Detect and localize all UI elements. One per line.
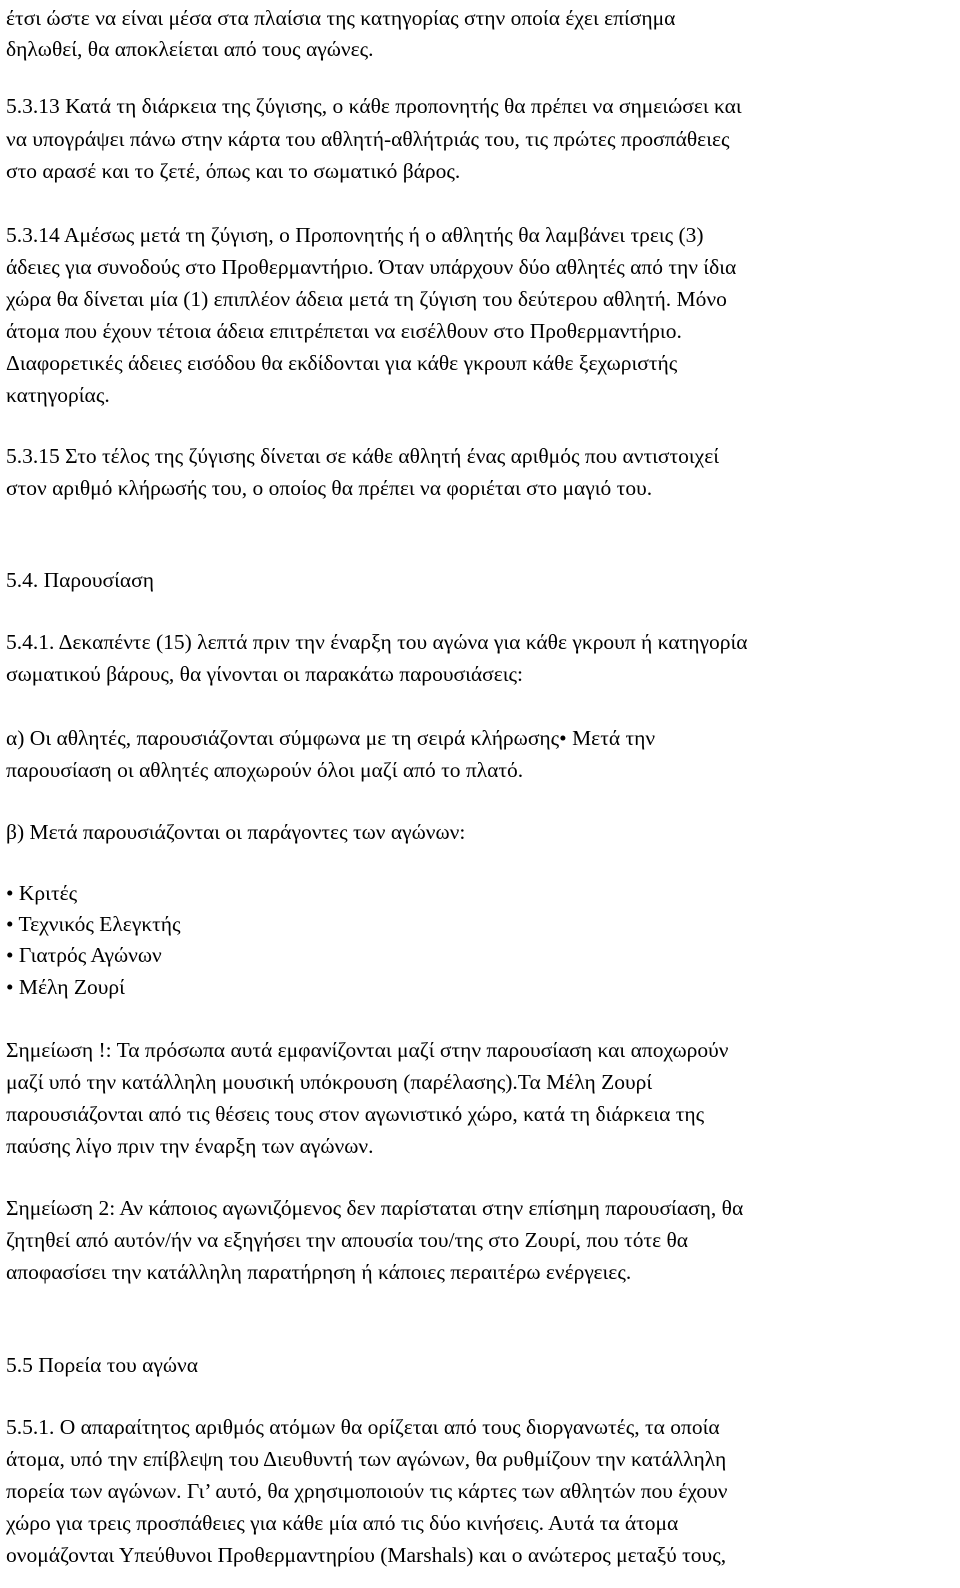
list-item: • Μέλη Ζουρί <box>6 975 125 999</box>
text-line: χώρα θα δίνεται μία (1) επιπλέον άδεια μετά τη ζύγιση του δεύτερου αθλητή. Μόνο <box>6 287 727 311</box>
text-line: 5.3.15 Στο τέλος της ζύγισης δίνεται σε κάθε αθλητή ένας αριθμός που αντιστοιχεί <box>6 444 720 468</box>
text-line: κατηγορίας. <box>6 383 110 407</box>
text-line: παρουσίαση οι αθλητές αποχωρούν όλοι μαζί από το πλατό. <box>6 758 524 782</box>
section-heading: 5.4. Παρουσίαση <box>6 568 155 592</box>
text-line: αποφασίσει την κατάλληλη παρατήρηση ή κάποιες περαιτέρω ενέργειες. <box>6 1260 632 1284</box>
text-line: Διαφορετικές άδειες εισόδου θα εκδίδονται για κάθε γκρουπ κάθε ξεχωριστής <box>6 351 678 375</box>
text-line: να υπογράψει πάνω στην κάρτα του αθλητή-αθλήτριάς του, τις πρώτες προσπάθειες <box>6 127 730 151</box>
text-line: ζητηθεί από αυτόν/ήν να εξηγήσει την απουσία του/της στο Ζουρί, που τότε θα <box>6 1228 689 1252</box>
text-line: παύσης λίγο πριν την έναρξη των αγώνων. <box>6 1134 374 1158</box>
text-line: β) Μετά παρουσιάζονται οι παράγοντες των αγώνων: <box>6 820 466 844</box>
text-line: άτομα που έχουν τέτοια άδεια επιτρέπεται να εισέλθουν στο Προθερμαντήριο. <box>6 319 682 343</box>
text-line: παρουσιάζονται από τις θέσεις τους στον αγωνιστικό χώρο, κατά τη διάρκεια της <box>6 1102 705 1126</box>
text-line: χώρο για τρεις προσπάθειες για κάθε μία από τις δύο κινήσεις. Αυτά τα άτομα <box>6 1511 679 1535</box>
text-line: στο αρασέ και το ζετέ, όπως και το σωματικό βάρος. <box>6 159 461 183</box>
list-item: • Κριτές <box>6 881 78 905</box>
text-line: 5.3.13 Κατά τη διάρκεια της ζύγισης, ο κάθε προπονητής θα πρέπει να σημειώσει και <box>6 94 742 118</box>
text-line: μαζί υπό την κατάλληλη μουσική υπόκρουση (παρέλασης).Τα Μέλη Ζουρί <box>6 1070 653 1094</box>
text-line: 5.5.1. Ο απαραίτητος αριθμός ατόμων θα ορίζεται από τους διοργανωτές, τα οποία <box>6 1415 720 1439</box>
text-line: άδειες για συνοδούς στο Προθερμαντήριο. Όταν υπάρχουν δύο αθλητές από την ίδια <box>6 255 737 279</box>
text-line: 5.4.1. Δεκαπέντε (15) λεπτά πριν την έναρξη του αγώνα για κάθε γκρουπ ή κατηγορία <box>6 630 748 654</box>
text-line: δηλωθεί, θα αποκλείεται από τους αγώνες. <box>6 37 374 61</box>
text-line: πορεία των αγώνων. Γι’ αυτό, θα χρησιμοποιούν τις κάρτες των αθλητών που έχουν <box>6 1479 728 1503</box>
text-line: Σημείωση 2: Αν κάποιος αγωνιζόμενος δεν παρίσταται στην επίσημη παρουσίαση, θα <box>6 1196 744 1220</box>
text-line: σωματικού βάρους, θα γίνονται οι παρακάτω παρουσιάσεις: <box>6 662 524 686</box>
section-heading: 5.5 Πορεία του αγώνα <box>6 1353 199 1377</box>
list-item: • Τεχνικός Ελεγκτής <box>6 912 181 936</box>
text-line: Σημείωση !: Τα πρόσωπα αυτά εμφανίζονται μαζί στην παρουσίαση και αποχωρούν <box>6 1038 729 1062</box>
text-line: α) Οι αθλητές, παρουσιάζονται σύμφωνα με τη σειρά κλήρωσης• Μετά την <box>6 726 656 750</box>
text-line: 5.3.14 Αμέσως μετά τη ζύγιση, ο Προπονητής ή ο αθλητής θα λαμβάνει τρεις (3) <box>6 223 704 247</box>
text-line: έτσι ώστε να είναι μέσα στα πλαίσια της κατηγορίας στην οποία έχει επίσημα <box>6 6 676 30</box>
text-line: ονομάζονται Υπεύθυνοι Προθερμαντηρίου (Marshals) και ο ανώτερος μεταξύ τους, <box>6 1543 727 1567</box>
text-line: στον αριθμό κλήρωσής του, ο οποίος θα πρέπει να φοριέται στο μαγιό του. <box>6 476 653 500</box>
text-line: άτομα, υπό την επίβλεψη του Διευθυντή των αγώνων, θα ρυθμίζουν την κατάλληλη <box>6 1447 727 1471</box>
list-item: • Γιατρός Αγώνων <box>6 943 162 967</box>
